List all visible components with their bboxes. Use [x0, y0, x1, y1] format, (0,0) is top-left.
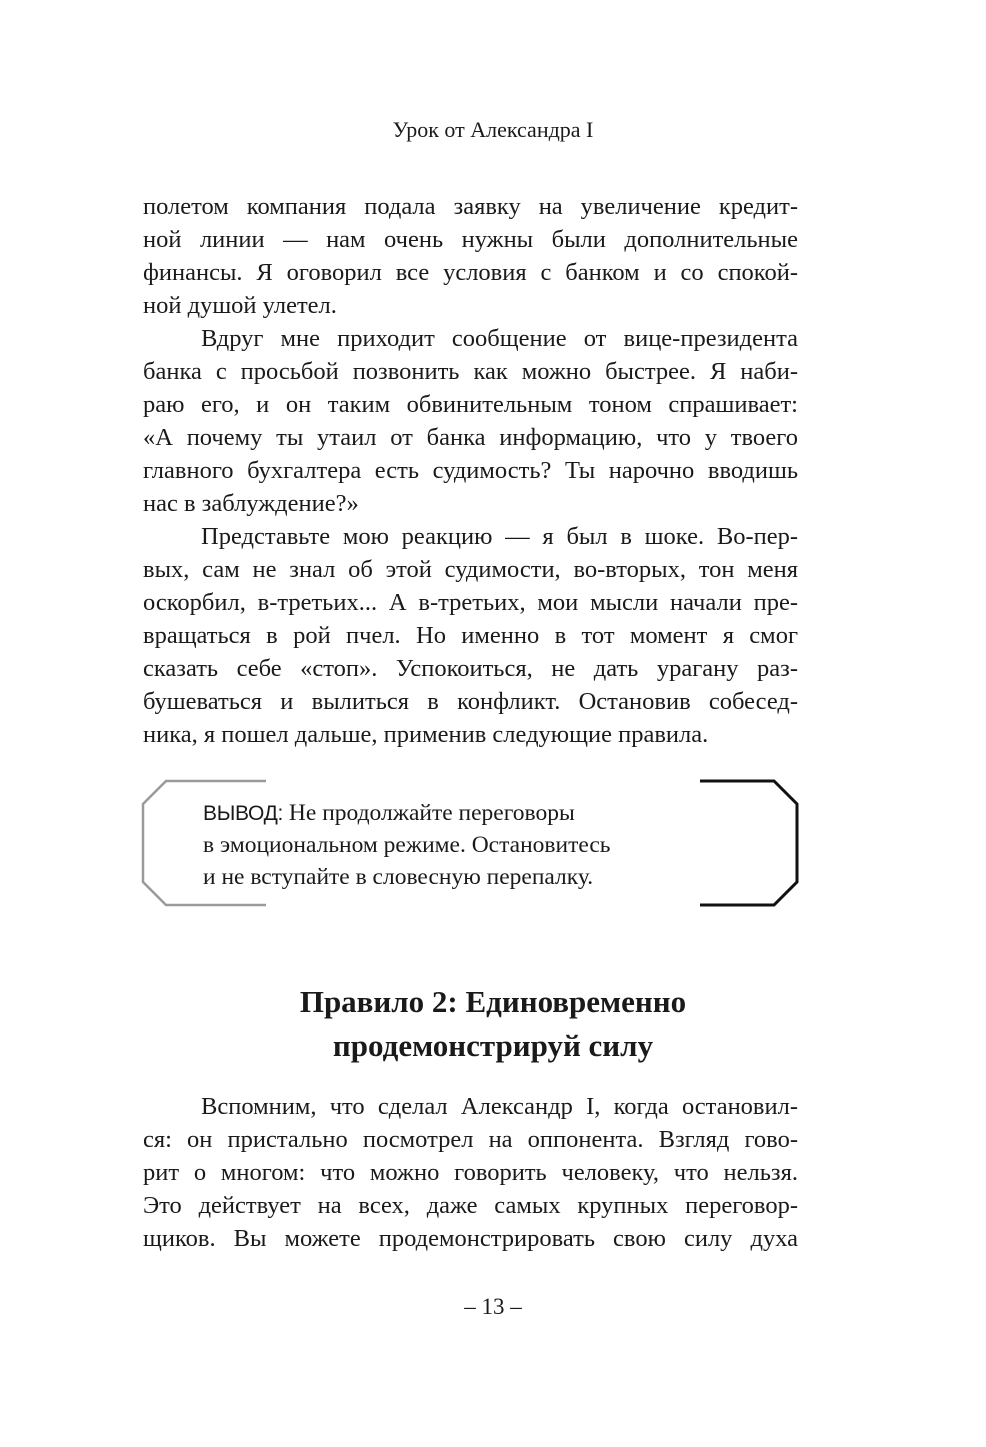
text-line: финансы. Я оговорил все условия с банком и со спокой- [143, 259, 798, 286]
text-line: банка с просьбой позвонить как можно быстрее. Я наби- [143, 358, 798, 385]
text-line: щиков. Вы можете продемонстрировать свою силу духа [143, 1225, 798, 1252]
page-number: – 13 – [464, 1294, 522, 1319]
text-line: бушеваться и вылиться в конфликт. Остановив собесед- [143, 688, 798, 715]
text-line: ной линии — нам очень нужны были дополнительные [143, 226, 798, 253]
callout-right-bracket [700, 781, 797, 905]
text-line: оскорбил, в-третьих... А в-третьих, мои мысли начали пре- [143, 589, 798, 616]
text-line: главного бухгалтера есть судимость? Ты нарочно вводишь [143, 457, 798, 484]
text-line: полетом компания подала заявку на увеличение кредит- [143, 193, 798, 220]
running-head: Урок от Александра I [392, 117, 594, 142]
text-line: «А почему ты утаил от банка информацию, что у твоего [143, 424, 798, 451]
callout-line: и не вступайте в словесную перепалку. [203, 864, 594, 890]
text-line: вращаться в рой пчел. Но именно в тот момент я смог [143, 622, 798, 649]
text-line: рит о многом: что можно говорить человеку, что нельзя. [143, 1159, 798, 1186]
text-line: ной душой улетел. [143, 292, 337, 319]
text-line: Вдруг мне приходит сообщение от вице-президента [201, 325, 798, 352]
callout-line [203, 797, 575, 830]
text-line: Вспомним, что сделал Александр I, когда остановил- [201, 1093, 798, 1120]
text-line: раю его, и он таким обвинительным тоном спрашивает: [143, 391, 798, 418]
text-line: ся: он пристально посмотрел на оппонента. Взгляд гово- [143, 1126, 798, 1153]
callout-line: в эмоциональном режиме. Остановитесь [203, 832, 611, 858]
text-line: ника, я пошел дальше, применив следующие правила. [143, 721, 709, 748]
section-title-line: продемонстрируй силу [332, 1028, 654, 1063]
text-line: вых, сам не знал об этой судимости, во-вторых, тон меня [143, 556, 798, 583]
callout-text: Не продолжайте переговоры [288, 800, 575, 826]
section-title-line: Правило 2: Единовременно [299, 984, 687, 1019]
text-line: нас в заблуждение?» [143, 490, 359, 517]
text-line: Это действует на всех, даже самых крупных переговор- [143, 1192, 798, 1219]
callout-label: ВЫВОД: [203, 802, 284, 825]
text-line: сказать себе «стоп». Успокоиться, не дать урагану раз- [143, 655, 798, 682]
text-line: Представьте мою реакцию — я был в шоке. Во-пер- [201, 523, 798, 550]
